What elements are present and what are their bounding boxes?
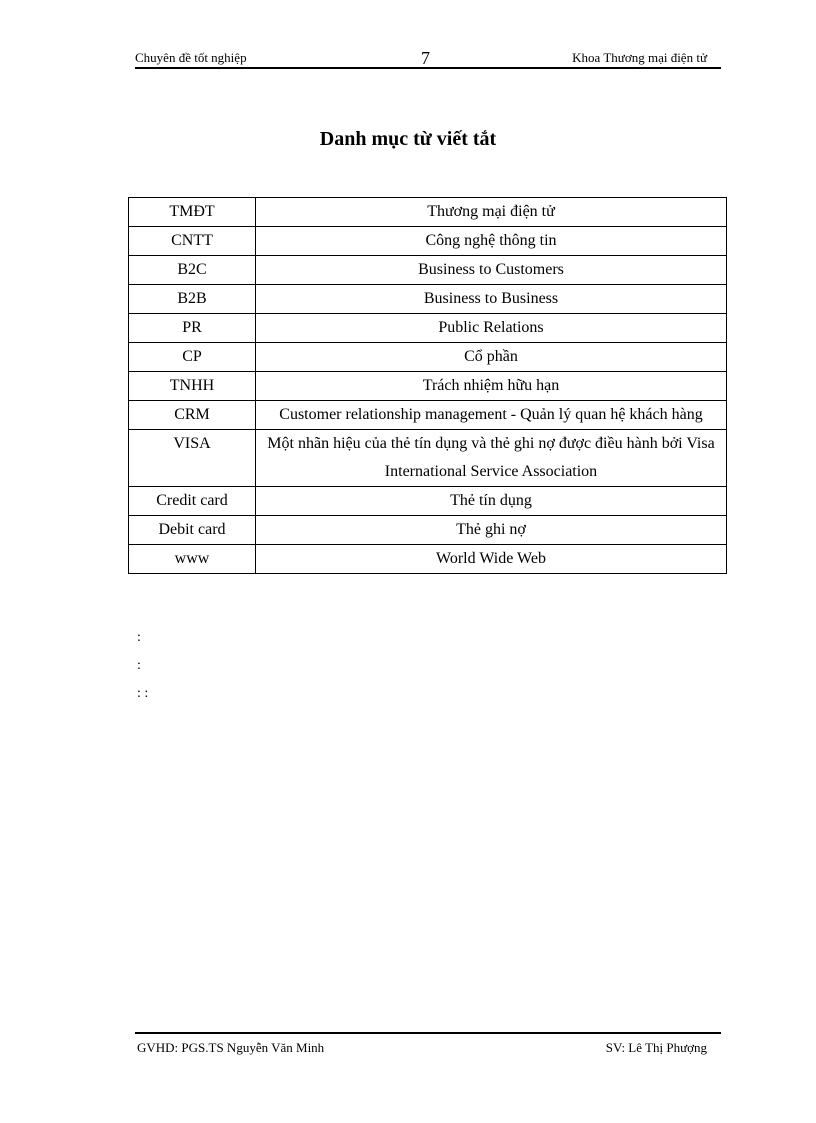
table-row (129, 430, 727, 487)
table-row (129, 256, 727, 285)
abbreviation-cell: CP (129, 343, 256, 372)
meaning-cell: World Wide Web (256, 545, 727, 574)
page-footer (135, 1032, 721, 1058)
table-row (129, 285, 727, 314)
table-row (129, 198, 727, 227)
abbreviation-cell: VISA (129, 430, 256, 487)
footer-supervisor: GVHD: PGS.TS Nguyễn Văn Minh (137, 1040, 325, 1055)
abbreviation-cell: PR (129, 314, 256, 343)
abbreviation-cell: B2B (129, 285, 256, 314)
page-header (135, 48, 721, 69)
abbreviation-table-body (129, 198, 727, 574)
table-row (129, 401, 727, 430)
table-row (129, 314, 727, 343)
abbreviation-cell: Debit card (129, 516, 256, 545)
page-title: Danh mục từ viết tắt (319, 128, 497, 150)
meaning-cell: Business to Business (256, 285, 727, 314)
abbreviation-cell: CRM (129, 401, 256, 430)
header-document-type: Chuyên đề tốt nghiệp (135, 50, 247, 65)
abbreviation-cell: CNTT (129, 227, 256, 256)
meaning-cell: Thương mại điện tử (256, 198, 727, 227)
meaning-cell: Customer relationship management - Quản lý quan hệ khách hàng (256, 401, 727, 430)
abbreviation-cell: TMĐT (129, 198, 256, 227)
meaning-cell: Public Relations (256, 314, 727, 343)
abbreviation-cell: B2C (129, 256, 256, 285)
colon-line: : : (137, 686, 149, 701)
colon-line: : (137, 658, 141, 673)
abbreviation-cell: TNHH (129, 372, 256, 401)
meaning-cell: Một nhãn hiệu của thẻ tín dụng và thẻ ghi nợ được điều hành bởi Visa International Service Association (256, 430, 727, 487)
meaning-cell: Thẻ ghi nợ (256, 516, 727, 545)
abbreviation-cell: Credit card (129, 487, 256, 516)
table-row (129, 372, 727, 401)
meaning-cell: Cổ phần (256, 343, 727, 372)
table-row (129, 227, 727, 256)
header-faculty: Khoa Thương mại điện tử (572, 50, 707, 65)
table-row (129, 343, 727, 372)
table-row (129, 545, 727, 574)
colon-line: : (137, 630, 141, 645)
table-row (129, 516, 727, 545)
footer-student: SV: Lê Thị Phượng (605, 1040, 707, 1055)
meaning-cell: Trách nhiệm hữu hạn (256, 372, 727, 401)
meaning-cell: Thẻ tín dụng (256, 487, 727, 516)
table-row (129, 487, 727, 516)
abbreviation-cell: www (129, 545, 256, 574)
meaning-cell: Công nghệ thông tin (256, 227, 727, 256)
meaning-cell: Business to Customers (256, 256, 727, 285)
page-number: 7 (421, 48, 430, 68)
abbreviation-table (128, 197, 727, 574)
colon-lines (137, 624, 148, 708)
